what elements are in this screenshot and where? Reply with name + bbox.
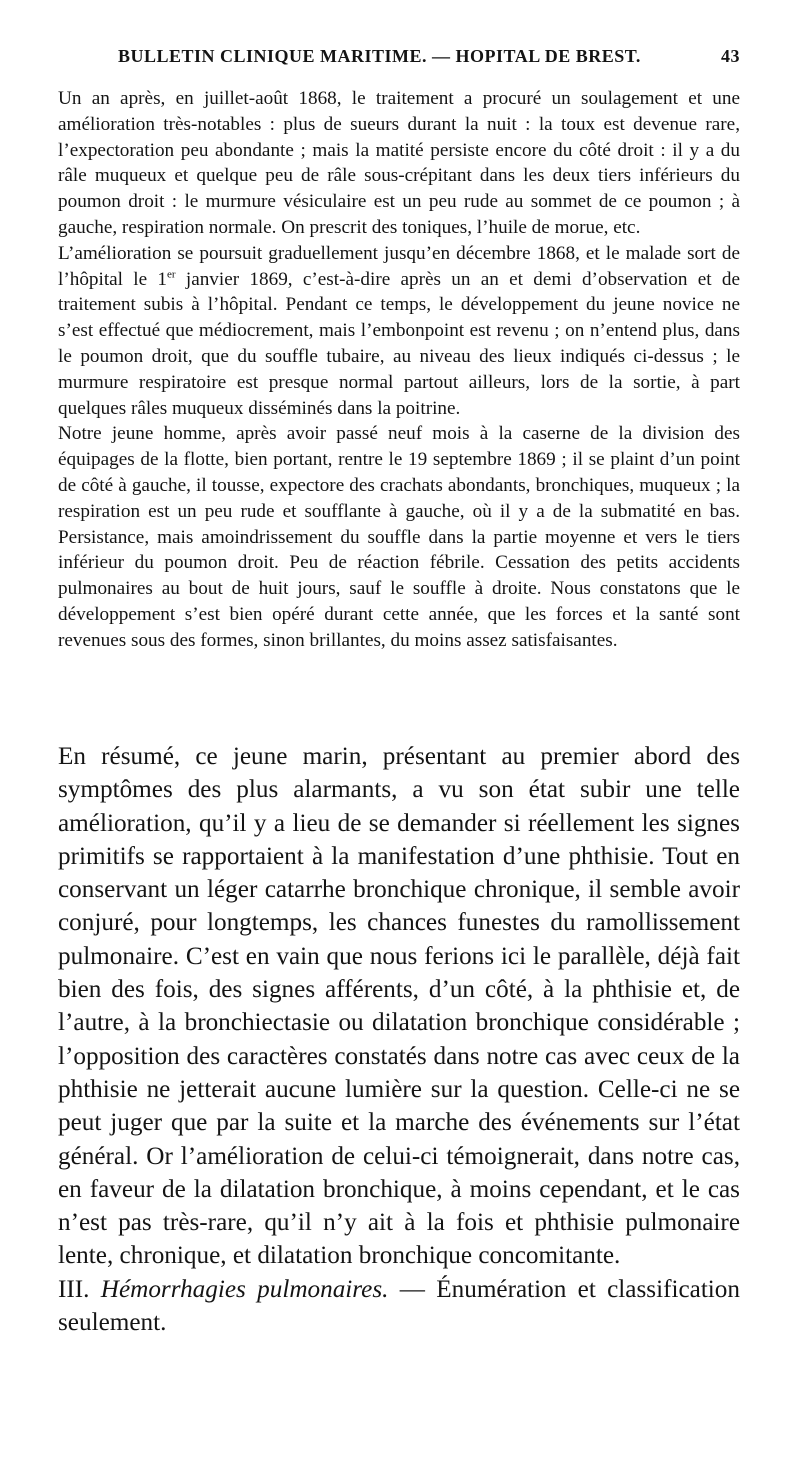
- paragraph: Notre jeune homme, après avoir passé neuf mois à la caserne de la division des équipages de la flotte, bien portant, rentre le 19 septembre 1869 ; il se plaint d’un point de côté à gauche, il tousse, expectore des crachats abondants, bronchiques, muqueux ; la respiration est un peu rude et soufflante à gauche, où il y a de la submatité en bas. Persistance, mais amoindrissement du souffle dans la partie moyenne et vers le tiers inférieur du poumon droit. Peu de réaction fébrile. Cessation des petits accidents pulmonaires au bout de huit jours, sauf le souffle à droite. Nous constatons que le développement s’est bien opéré durant cette année, que les forces et la santé sont revenues sous des formes, sinon brillantes, du moins assez satisfaisantes.: [58, 423, 740, 651]
- text-run: janvier 1869, c’est-à-dire après un an et demi d’observation et de traitement subis à l’hôpital. Pendant ce temps, le développement du jeune novice ne s’est effectué que médiocrement, mais l’embonpoint est revenu ; on n’entend plus, dans le poumon droit, que du souffle tubaire, au niveau des lieux indiqués ci-dessus ; le murmure respiratoire est presque normal partout ailleurs, lors de la sortie, à part quelques râles muqueux disséminés dans la poitrine.: [58, 268, 740, 419]
- running-title: BULLETIN CLINIQUE MARITIME. — HOPITAL DE BREST.: [118, 46, 641, 66]
- text-run: L’amélioration se poursuit graduellement jusqu’en décembre 1868, et le malade sort de l’hôpital le 1: [58, 242, 740, 290]
- page-number: 43: [721, 46, 740, 66]
- superscript: er: [167, 268, 176, 281]
- summary-text: [58, 740, 740, 1339]
- section-number: III.: [58, 1275, 90, 1303]
- paragraph: [58, 241, 740, 422]
- section-title: Hémorrhagies pulmonaires.: [100, 1275, 389, 1303]
- section-heading: [58, 1273, 740, 1340]
- observation-text: [58, 86, 740, 654]
- paragraph: Un an après, en juillet-août 1868, le traitement a procuré un soulagement et une amélioration très-notables : plus de sueurs durant la nuit : la toux est devenue rare, l’expectoration peu abondante ; mais la matité persiste encore du côté droit : il y a du râle muqueux et quelque peu de râle sous-crépitant dans les deux tiers inférieurs du poumon droit : le murmure vésiculaire est un peu rude au sommet de ce poumon ; à gauche, respiration normale. On prescrit des toniques, l’huile de morue, etc.: [58, 88, 740, 238]
- paragraph: En résumé, ce jeune marin, présentant au premier abord des symptômes des plus alarmants, a vu son état subir une telle amélioration, qu’il y a lieu de se demander si réellement les signes primitifs se rapportaient à la manifestation d’une phthisie. Tout en conservant un léger catarrhe bronchique chronique, il semble avoir conjuré, pour longtemps, les chances funestes du ramollissement pulmonaire. C’est en vain que nous ferions ici le parallèle, déjà fait bien des fois, des signes afférents, d’un côté, à la phthisie et, de l’autre, à la bronchiectasie ou dilatation bronchique considérable ; l’opposition des caractères constatés dans notre cas avec ceux de la phthisie ne jetterait aucune lumière sur la question. Celle-ci ne se peut juger que par la suite et la marche des événements sur l’état général. Or l’amélioration de celui-ci témoignerait, dans notre cas, en faveur de la dilatation bronchique, à moins cependant, et le cas n’est pas très-rare, qu’il n’y ait à la fois et phthisie pulmonaire lente, chronique, et dilatation bronchique concomitante.: [58, 743, 740, 1270]
- section-rest: — Énumération et classification seulement.: [58, 1275, 740, 1337]
- running-header: [58, 46, 740, 67]
